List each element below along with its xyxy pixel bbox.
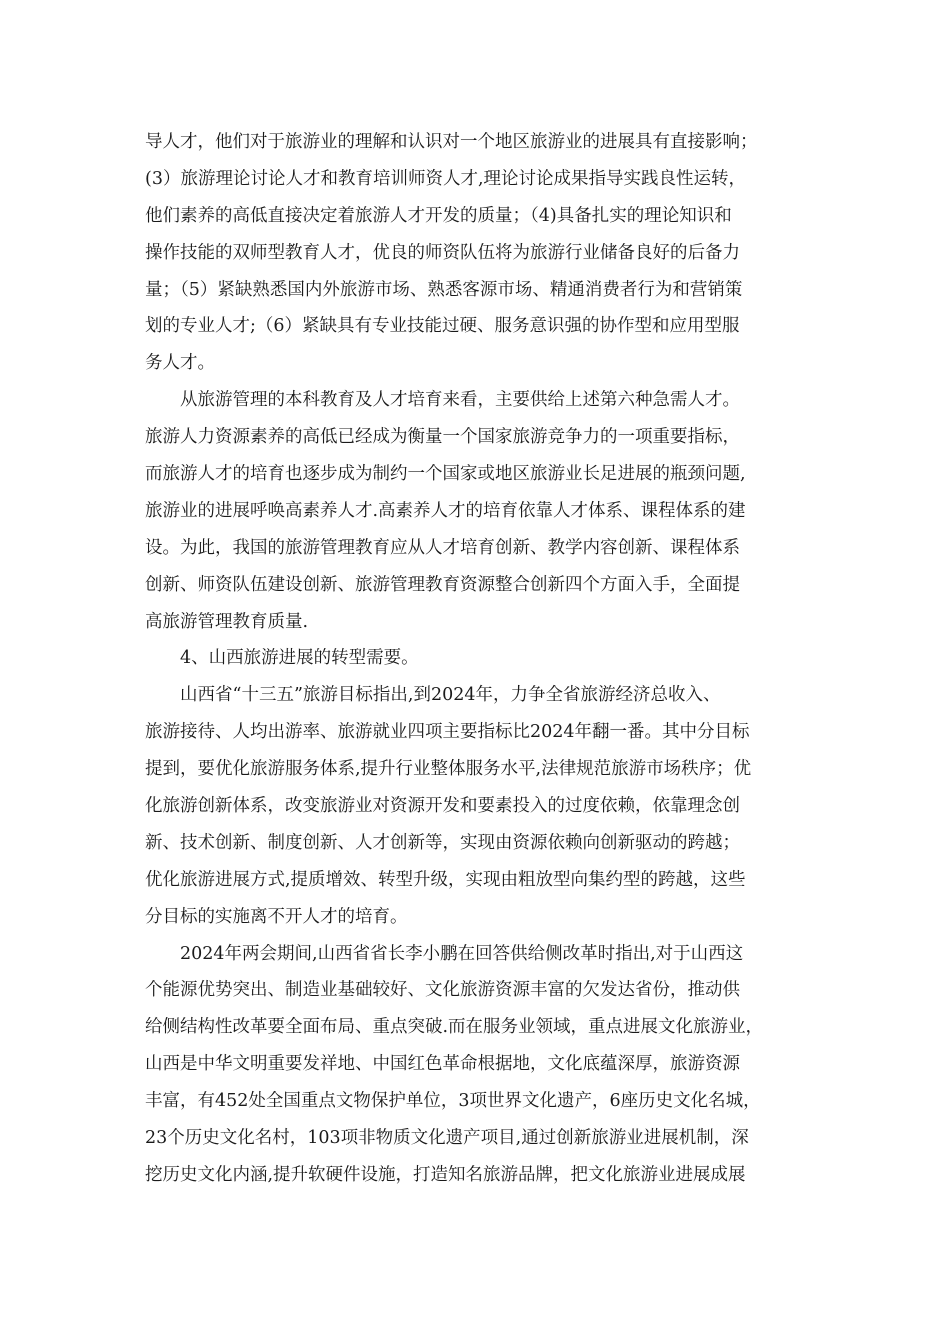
text-line: 旅游人力资源素养的高低已经成为衡量一个国家旅游竞争力的一项重要指标， [145, 427, 740, 448]
section-heading-shanxi [145, 640, 805, 677]
text-line: 而旅游人才的培育也逐步成为制约一个国家或地区旅游业长足进展的瓶颈问题, [145, 464, 746, 485]
text-line: 务人才。 [145, 353, 215, 374]
text-line: 设。为此，我国的旅游管理教育应从人才培育创新、教学内容创新、课程体系 [145, 537, 740, 558]
text-line: 山西省“十三五”旅游目标指出,到2024年，力争全省旅游经济总收入、 [180, 685, 721, 706]
text-line: 量；（5）紧缺熟悉国内外旅游市场、熟悉客源市场、精通消费者行为和营销策 [145, 279, 743, 300]
text-line: 挖历史文化内涵,提升软硬件设施，打造知名旅游品牌，把文化旅游业进展成展 [145, 1164, 746, 1185]
text-line: 高旅游管理教育质量. [145, 611, 309, 632]
text-line: 新、技术创新、制度创新、人才创新等，实现由资源依赖向创新驱动的跨越； [145, 832, 740, 853]
text-line: 丰富，有452处全国重点文物保护单位，3项世界文化遗产，6座历史文化名城， [145, 1091, 761, 1112]
text-line: 个能源优势突出、制造业基础较好、文化旅游资源丰富的欠发达省份，推动供 [145, 980, 740, 1001]
text-line: 从旅游管理的本科教育及人才培育来看，主要供给上述第六种急需人才。 [180, 390, 740, 411]
text-line: 23个历史文化名村，103项非物质文化遗产项目,通过创新旅游业进展机制，深 [145, 1128, 749, 1149]
paragraph-talent-types [145, 124, 805, 382]
text-line: (3）旅游理论讨论人才和教育培训师资人才,理论讨论成果指导实践良性运转， [145, 168, 747, 189]
text-line: 分目标的实施离不开人才的培育。 [145, 906, 408, 927]
text-line: 山西是中华文明重要发祥地、中国红色革命根据地，文化底蕴深厚，旅游资源 [145, 1054, 740, 1075]
text-line: 创新、师资队伍建设创新、旅游管理教育资源整合创新四个方面入手，全面提 [145, 574, 740, 595]
text-line: 优化旅游进展方式,提质增效、转型升级，实现由粗放型向集约型的跨越，这些 [145, 869, 746, 890]
section-heading: 4、山西旅游进展的转型需要。 [180, 648, 419, 669]
paragraph-education-supply [145, 382, 805, 640]
text-line: 化旅游创新体系，改变旅游业对资源开发和要素投入的过度依赖，依靠理念创 [145, 796, 740, 817]
text-line: 操作技能的双师型教育人才，优良的师资队伍将为旅游行业储备良好的后备力 [145, 242, 740, 263]
text-line: 给侧结构性改革要全面布局、重点突破.而在服务业领域，重点进展文化旅游业， [145, 1017, 764, 1038]
text-line: 旅游接待、人均出游率、旅游就业四项主要指标比2024年翻一番。其中分目标 [145, 722, 750, 743]
text-line: 旅游业的进展呼唤高素养人才.高素养人才的培育依靠人才体系、课程体系的建 [145, 500, 746, 521]
text-line: 2024年两会期间,山西省省长李小鹏在回答供给侧改革时指出,对于山西这 [180, 943, 744, 964]
paragraph-two-sessions [145, 936, 805, 1194]
text-line: 导人才，他们对于旅游业的理解和认识对一个地区旅游业的进展具有直接影响； [145, 132, 758, 152]
paragraph-shanxi-goals [145, 677, 805, 935]
text-line: 划的专业人才;（6）紧缺具有专业技能过硬、服务意识强的协作型和应用型服 [145, 316, 740, 337]
text-line: 他们素养的高低直接决定着旅游人才开发的质量；（4)具备扎实的理论知识和 [145, 205, 732, 226]
text-line: 提到，要优化旅游服务体系,提升行业整体服务水平,法律规范旅游市场秩序；优 [145, 759, 752, 780]
document-body [145, 124, 805, 1194]
